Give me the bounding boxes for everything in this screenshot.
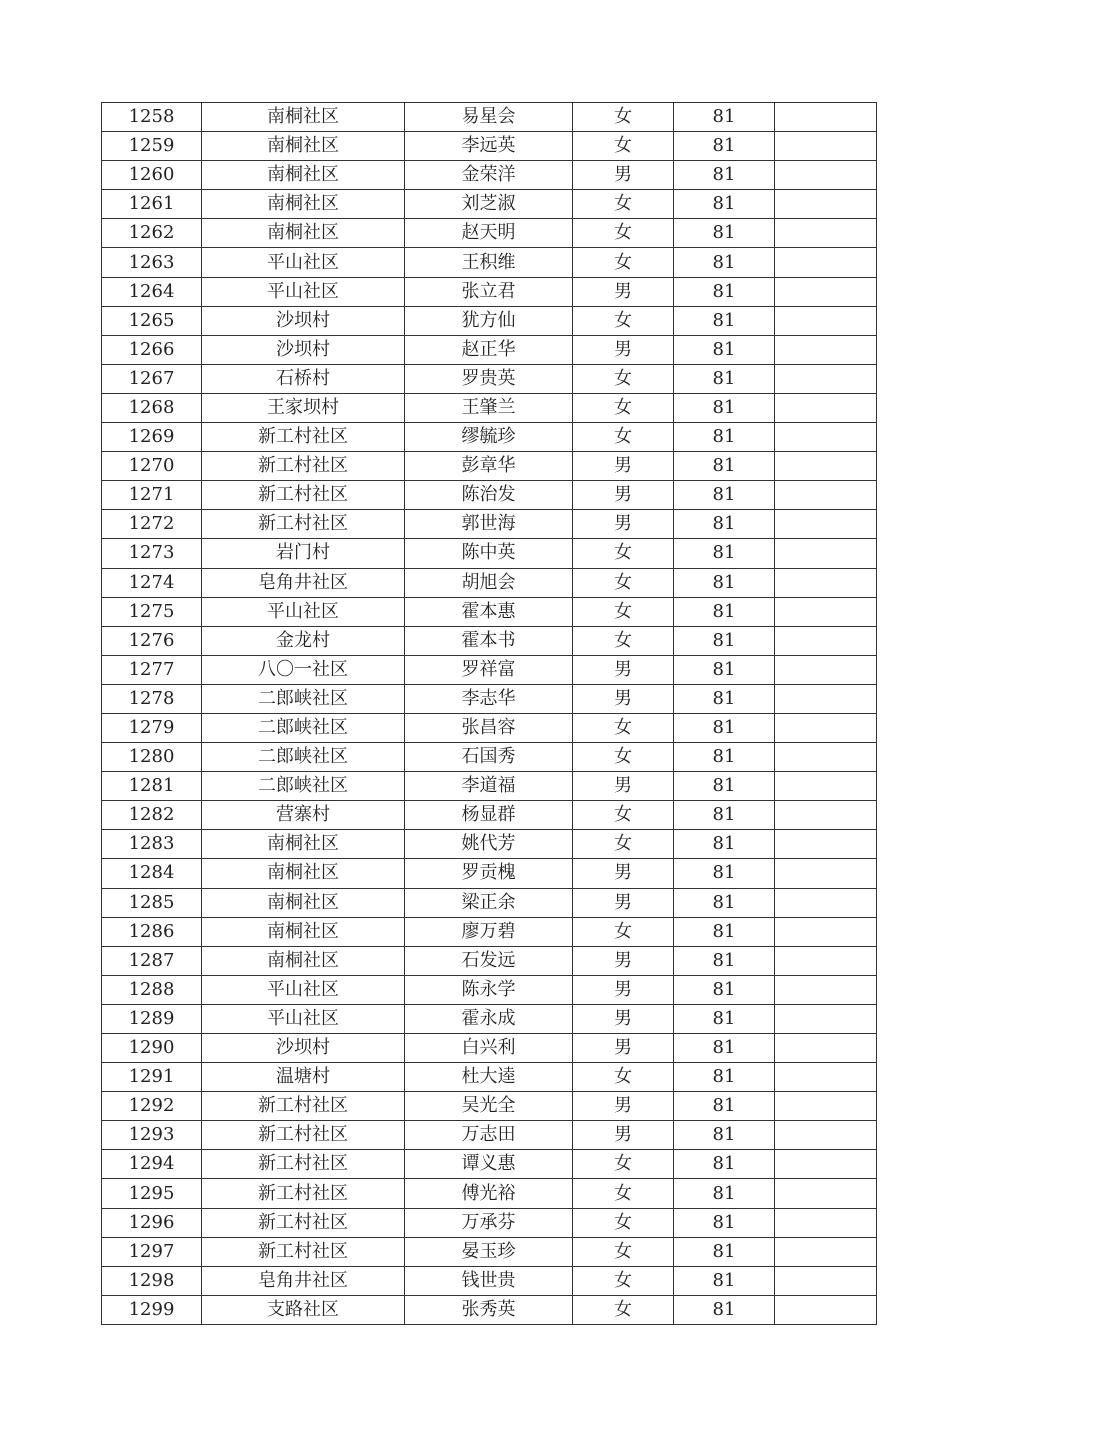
age-cell: 81	[674, 393, 775, 422]
community-cell: 新工村社区	[202, 1208, 405, 1237]
community-cell: 沙坝村	[202, 335, 405, 364]
table-row	[102, 1295, 877, 1324]
remarks-cell	[775, 335, 877, 364]
age-cell: 81	[674, 684, 775, 713]
community-cell: 南桐社区	[202, 946, 405, 975]
name-cell: 石国秀	[405, 743, 573, 772]
community-cell: 沙坝村	[202, 306, 405, 335]
community-cell: 新工村社区	[202, 452, 405, 481]
name-cell: 石发远	[405, 946, 573, 975]
remarks-cell	[775, 772, 877, 801]
table-row	[102, 393, 877, 422]
serial-number-cell: 1266	[102, 335, 202, 364]
serial-number-cell: 1273	[102, 539, 202, 568]
table-row	[102, 830, 877, 859]
age-cell: 81	[674, 1121, 775, 1150]
gender-cell: 男	[573, 510, 674, 539]
gender-cell: 女	[573, 1295, 674, 1324]
name-cell: 霍本书	[405, 626, 573, 655]
table-row	[102, 626, 877, 655]
table-row	[102, 1237, 877, 1266]
remarks-cell	[775, 626, 877, 655]
name-cell: 罗贡槐	[405, 859, 573, 888]
gender-cell: 女	[573, 1208, 674, 1237]
age-cell: 81	[674, 103, 775, 132]
serial-number-cell: 1270	[102, 452, 202, 481]
table-row	[102, 277, 877, 306]
gender-cell: 男	[573, 859, 674, 888]
name-cell: 金荣洋	[405, 161, 573, 190]
serial-number-cell: 1267	[102, 364, 202, 393]
table-row	[102, 655, 877, 684]
serial-number-cell: 1258	[102, 103, 202, 132]
name-cell: 白兴利	[405, 1034, 573, 1063]
serial-number-cell: 1262	[102, 219, 202, 248]
serial-number-cell: 1284	[102, 859, 202, 888]
community-cell: 新工村社区	[202, 1237, 405, 1266]
serial-number-cell: 1263	[102, 248, 202, 277]
age-cell: 81	[674, 335, 775, 364]
gender-cell: 女	[573, 830, 674, 859]
table-row	[102, 684, 877, 713]
remarks-cell	[775, 248, 877, 277]
remarks-cell	[775, 1150, 877, 1179]
remarks-cell	[775, 917, 877, 946]
age-cell: 81	[674, 364, 775, 393]
serial-number-cell: 1283	[102, 830, 202, 859]
serial-number-cell: 1295	[102, 1179, 202, 1208]
serial-number-cell: 1297	[102, 1237, 202, 1266]
table-row	[102, 219, 877, 248]
community-cell: 二郎峡社区	[202, 772, 405, 801]
table-row	[102, 713, 877, 742]
serial-number-cell: 1294	[102, 1150, 202, 1179]
name-cell: 傅光裕	[405, 1179, 573, 1208]
community-cell: 皂角井社区	[202, 568, 405, 597]
age-cell: 81	[674, 743, 775, 772]
remarks-cell	[775, 1295, 877, 1324]
table-row	[102, 452, 877, 481]
gender-cell: 女	[573, 306, 674, 335]
gender-cell: 女	[573, 1150, 674, 1179]
community-cell: 新工村社区	[202, 481, 405, 510]
name-cell: 姚代芳	[405, 830, 573, 859]
gender-cell: 男	[573, 277, 674, 306]
remarks-cell	[775, 975, 877, 1004]
name-cell: 罗祥富	[405, 655, 573, 684]
remarks-cell	[775, 1266, 877, 1295]
name-cell: 陈永学	[405, 975, 573, 1004]
community-cell: 营寨村	[202, 801, 405, 830]
gender-cell: 男	[573, 772, 674, 801]
serial-number-cell: 1286	[102, 917, 202, 946]
table-row	[102, 568, 877, 597]
remarks-cell	[775, 801, 877, 830]
name-cell: 张秀英	[405, 1295, 573, 1324]
table-row	[102, 1150, 877, 1179]
community-cell: 新工村社区	[202, 1179, 405, 1208]
remarks-cell	[775, 510, 877, 539]
table-row	[102, 1092, 877, 1121]
serial-number-cell: 1296	[102, 1208, 202, 1237]
remarks-cell	[775, 306, 877, 335]
table-row	[102, 1266, 877, 1295]
community-cell: 二郎峡社区	[202, 743, 405, 772]
table-row	[102, 946, 877, 975]
age-cell: 81	[674, 772, 775, 801]
age-cell: 81	[674, 132, 775, 161]
name-cell: 晏玉珍	[405, 1237, 573, 1266]
community-cell: 平山社区	[202, 248, 405, 277]
gender-cell: 男	[573, 1121, 674, 1150]
remarks-cell	[775, 568, 877, 597]
table-row	[102, 597, 877, 626]
serial-number-cell: 1260	[102, 161, 202, 190]
gender-cell: 女	[573, 713, 674, 742]
gender-cell: 男	[573, 888, 674, 917]
community-cell: 石桥村	[202, 364, 405, 393]
gender-cell: 女	[573, 393, 674, 422]
age-cell: 81	[674, 510, 775, 539]
name-cell: 赵正华	[405, 335, 573, 364]
gender-cell: 女	[573, 219, 674, 248]
remarks-cell	[775, 277, 877, 306]
table-row	[102, 743, 877, 772]
name-cell: 犹方仙	[405, 306, 573, 335]
community-cell: 金龙村	[202, 626, 405, 655]
table-row	[102, 1004, 877, 1033]
name-cell: 彭章华	[405, 452, 573, 481]
remarks-cell	[775, 713, 877, 742]
gender-cell: 女	[573, 917, 674, 946]
table-row	[102, 510, 877, 539]
serial-number-cell: 1290	[102, 1034, 202, 1063]
name-cell: 胡旭会	[405, 568, 573, 597]
remarks-cell	[775, 1034, 877, 1063]
age-cell: 81	[674, 801, 775, 830]
gender-cell: 女	[573, 423, 674, 452]
community-cell: 新工村社区	[202, 510, 405, 539]
serial-number-cell: 1268	[102, 393, 202, 422]
age-cell: 81	[674, 1034, 775, 1063]
remarks-cell	[775, 1063, 877, 1092]
serial-number-cell: 1288	[102, 975, 202, 1004]
age-cell: 81	[674, 190, 775, 219]
table-row	[102, 1208, 877, 1237]
remarks-cell	[775, 743, 877, 772]
name-cell: 易星会	[405, 103, 573, 132]
remarks-cell	[775, 161, 877, 190]
community-cell: 王家坝村	[202, 393, 405, 422]
gender-cell: 女	[573, 743, 674, 772]
serial-number-cell: 1285	[102, 888, 202, 917]
age-cell: 81	[674, 626, 775, 655]
name-cell: 罗贵英	[405, 364, 573, 393]
community-cell: 新工村社区	[202, 423, 405, 452]
age-cell: 81	[674, 1237, 775, 1266]
table-row	[102, 248, 877, 277]
gender-cell: 女	[573, 1266, 674, 1295]
age-cell: 81	[674, 1004, 775, 1033]
serial-number-cell: 1272	[102, 510, 202, 539]
remarks-cell	[775, 423, 877, 452]
gender-cell: 女	[573, 190, 674, 219]
community-cell: 二郎峡社区	[202, 684, 405, 713]
gender-cell: 男	[573, 1092, 674, 1121]
community-cell: 南桐社区	[202, 917, 405, 946]
serial-number-cell: 1265	[102, 306, 202, 335]
name-cell: 霍永成	[405, 1004, 573, 1033]
remarks-cell	[775, 859, 877, 888]
table-row	[102, 161, 877, 190]
age-cell: 81	[674, 713, 775, 742]
table-row	[102, 539, 877, 568]
name-cell: 杜大逵	[405, 1063, 573, 1092]
age-cell: 81	[674, 1092, 775, 1121]
remarks-cell	[775, 539, 877, 568]
remarks-cell	[775, 1092, 877, 1121]
serial-number-cell: 1298	[102, 1266, 202, 1295]
gender-cell: 女	[573, 1237, 674, 1266]
age-cell: 81	[674, 859, 775, 888]
gender-cell: 女	[573, 364, 674, 393]
remarks-cell	[775, 481, 877, 510]
name-cell: 霍本惠	[405, 597, 573, 626]
age-cell: 81	[674, 1266, 775, 1295]
community-cell: 八〇一社区	[202, 655, 405, 684]
gender-cell: 男	[573, 452, 674, 481]
serial-number-cell: 1292	[102, 1092, 202, 1121]
name-cell: 缪毓珍	[405, 423, 573, 452]
name-cell: 李道福	[405, 772, 573, 801]
name-cell: 万志田	[405, 1121, 573, 1150]
table-row	[102, 1063, 877, 1092]
serial-number-cell: 1281	[102, 772, 202, 801]
age-cell: 81	[674, 597, 775, 626]
table-row	[102, 364, 877, 393]
remarks-cell	[775, 684, 877, 713]
community-cell: 沙坝村	[202, 1034, 405, 1063]
table-row	[102, 1034, 877, 1063]
serial-number-cell: 1282	[102, 801, 202, 830]
gender-cell: 女	[573, 1063, 674, 1092]
table-row	[102, 888, 877, 917]
community-cell: 新工村社区	[202, 1092, 405, 1121]
community-cell: 支路社区	[202, 1295, 405, 1324]
age-cell: 81	[674, 655, 775, 684]
serial-number-cell: 1279	[102, 713, 202, 742]
serial-number-cell: 1276	[102, 626, 202, 655]
serial-number-cell: 1299	[102, 1295, 202, 1324]
gender-cell: 女	[573, 1179, 674, 1208]
name-cell: 陈治发	[405, 481, 573, 510]
remarks-cell	[775, 1208, 877, 1237]
community-cell: 温塘村	[202, 1063, 405, 1092]
age-cell: 81	[674, 248, 775, 277]
community-cell: 二郎峡社区	[202, 713, 405, 742]
serial-number-cell: 1271	[102, 481, 202, 510]
community-cell: 平山社区	[202, 597, 405, 626]
community-cell: 平山社区	[202, 1004, 405, 1033]
serial-number-cell: 1261	[102, 190, 202, 219]
gender-cell: 女	[573, 801, 674, 830]
name-cell: 李志华	[405, 684, 573, 713]
age-cell: 81	[674, 1295, 775, 1324]
remarks-cell	[775, 1179, 877, 1208]
remarks-cell	[775, 452, 877, 481]
name-cell: 张昌容	[405, 713, 573, 742]
remarks-cell	[775, 1121, 877, 1150]
remarks-cell	[775, 219, 877, 248]
table-row	[102, 1179, 877, 1208]
gender-cell: 男	[573, 655, 674, 684]
table-row	[102, 335, 877, 364]
table-row	[102, 1121, 877, 1150]
community-cell: 南桐社区	[202, 161, 405, 190]
gender-cell: 男	[573, 161, 674, 190]
gender-cell: 女	[573, 103, 674, 132]
name-cell: 张立君	[405, 277, 573, 306]
name-cell: 王积维	[405, 248, 573, 277]
name-cell: 刘芝淑	[405, 190, 573, 219]
serial-number-cell: 1293	[102, 1121, 202, 1150]
community-cell: 南桐社区	[202, 219, 405, 248]
table-row	[102, 975, 877, 1004]
age-cell: 81	[674, 1063, 775, 1092]
community-cell: 岩门村	[202, 539, 405, 568]
table-row	[102, 801, 877, 830]
community-cell: 新工村社区	[202, 1121, 405, 1150]
age-cell: 81	[674, 568, 775, 597]
serial-number-cell: 1275	[102, 597, 202, 626]
community-cell: 平山社区	[202, 975, 405, 1004]
age-cell: 81	[674, 975, 775, 1004]
remarks-cell	[775, 830, 877, 859]
age-cell: 81	[674, 539, 775, 568]
name-cell: 王肇兰	[405, 393, 573, 422]
gender-cell: 男	[573, 1004, 674, 1033]
community-cell: 南桐社区	[202, 888, 405, 917]
serial-number-cell: 1264	[102, 277, 202, 306]
remarks-cell	[775, 655, 877, 684]
roster-table	[101, 102, 877, 1325]
serial-number-cell: 1278	[102, 684, 202, 713]
gender-cell: 女	[573, 248, 674, 277]
age-cell: 81	[674, 1150, 775, 1179]
table-row	[102, 190, 877, 219]
table-row	[102, 481, 877, 510]
community-cell: 南桐社区	[202, 103, 405, 132]
name-cell: 谭义惠	[405, 1150, 573, 1179]
gender-cell: 男	[573, 335, 674, 364]
table-row	[102, 423, 877, 452]
name-cell: 杨显群	[405, 801, 573, 830]
gender-cell: 男	[573, 481, 674, 510]
serial-number-cell: 1289	[102, 1004, 202, 1033]
serial-number-cell: 1277	[102, 655, 202, 684]
community-cell: 皂角井社区	[202, 1266, 405, 1295]
community-cell: 南桐社区	[202, 190, 405, 219]
roster-table-body	[102, 103, 877, 1325]
community-cell: 南桐社区	[202, 859, 405, 888]
gender-cell: 男	[573, 975, 674, 1004]
table-row	[102, 859, 877, 888]
table-row	[102, 772, 877, 801]
age-cell: 81	[674, 219, 775, 248]
name-cell: 钱世贵	[405, 1266, 573, 1295]
remarks-cell	[775, 597, 877, 626]
community-cell: 新工村社区	[202, 1150, 405, 1179]
table-row	[102, 306, 877, 335]
serial-number-cell: 1274	[102, 568, 202, 597]
age-cell: 81	[674, 452, 775, 481]
remarks-cell	[775, 190, 877, 219]
age-cell: 81	[674, 423, 775, 452]
gender-cell: 女	[573, 568, 674, 597]
name-cell: 郭世海	[405, 510, 573, 539]
remarks-cell	[775, 132, 877, 161]
age-cell: 81	[674, 830, 775, 859]
serial-number-cell: 1287	[102, 946, 202, 975]
community-cell: 南桐社区	[202, 132, 405, 161]
name-cell: 李远英	[405, 132, 573, 161]
serial-number-cell: 1280	[102, 743, 202, 772]
table-row	[102, 103, 877, 132]
age-cell: 81	[674, 1208, 775, 1237]
age-cell: 81	[674, 306, 775, 335]
name-cell: 陈中英	[405, 539, 573, 568]
age-cell: 81	[674, 946, 775, 975]
gender-cell: 女	[573, 626, 674, 655]
name-cell: 吴光全	[405, 1092, 573, 1121]
gender-cell: 男	[573, 1034, 674, 1063]
remarks-cell	[775, 1004, 877, 1033]
community-cell: 平山社区	[202, 277, 405, 306]
age-cell: 81	[674, 161, 775, 190]
remarks-cell	[775, 1237, 877, 1266]
name-cell: 廖万碧	[405, 917, 573, 946]
table-row	[102, 132, 877, 161]
remarks-cell	[775, 946, 877, 975]
age-cell: 81	[674, 481, 775, 510]
gender-cell: 女	[573, 132, 674, 161]
age-cell: 81	[674, 277, 775, 306]
gender-cell: 男	[573, 946, 674, 975]
gender-cell: 女	[573, 597, 674, 626]
gender-cell: 男	[573, 684, 674, 713]
serial-number-cell: 1259	[102, 132, 202, 161]
remarks-cell	[775, 393, 877, 422]
age-cell: 81	[674, 888, 775, 917]
name-cell: 赵天明	[405, 219, 573, 248]
gender-cell: 女	[573, 539, 674, 568]
serial-number-cell: 1269	[102, 423, 202, 452]
table-row	[102, 917, 877, 946]
age-cell: 81	[674, 1179, 775, 1208]
community-cell: 南桐社区	[202, 830, 405, 859]
name-cell: 梁正余	[405, 888, 573, 917]
remarks-cell	[775, 364, 877, 393]
name-cell: 万承芬	[405, 1208, 573, 1237]
age-cell: 81	[674, 917, 775, 946]
remarks-cell	[775, 888, 877, 917]
remarks-cell	[775, 103, 877, 132]
serial-number-cell: 1291	[102, 1063, 202, 1092]
